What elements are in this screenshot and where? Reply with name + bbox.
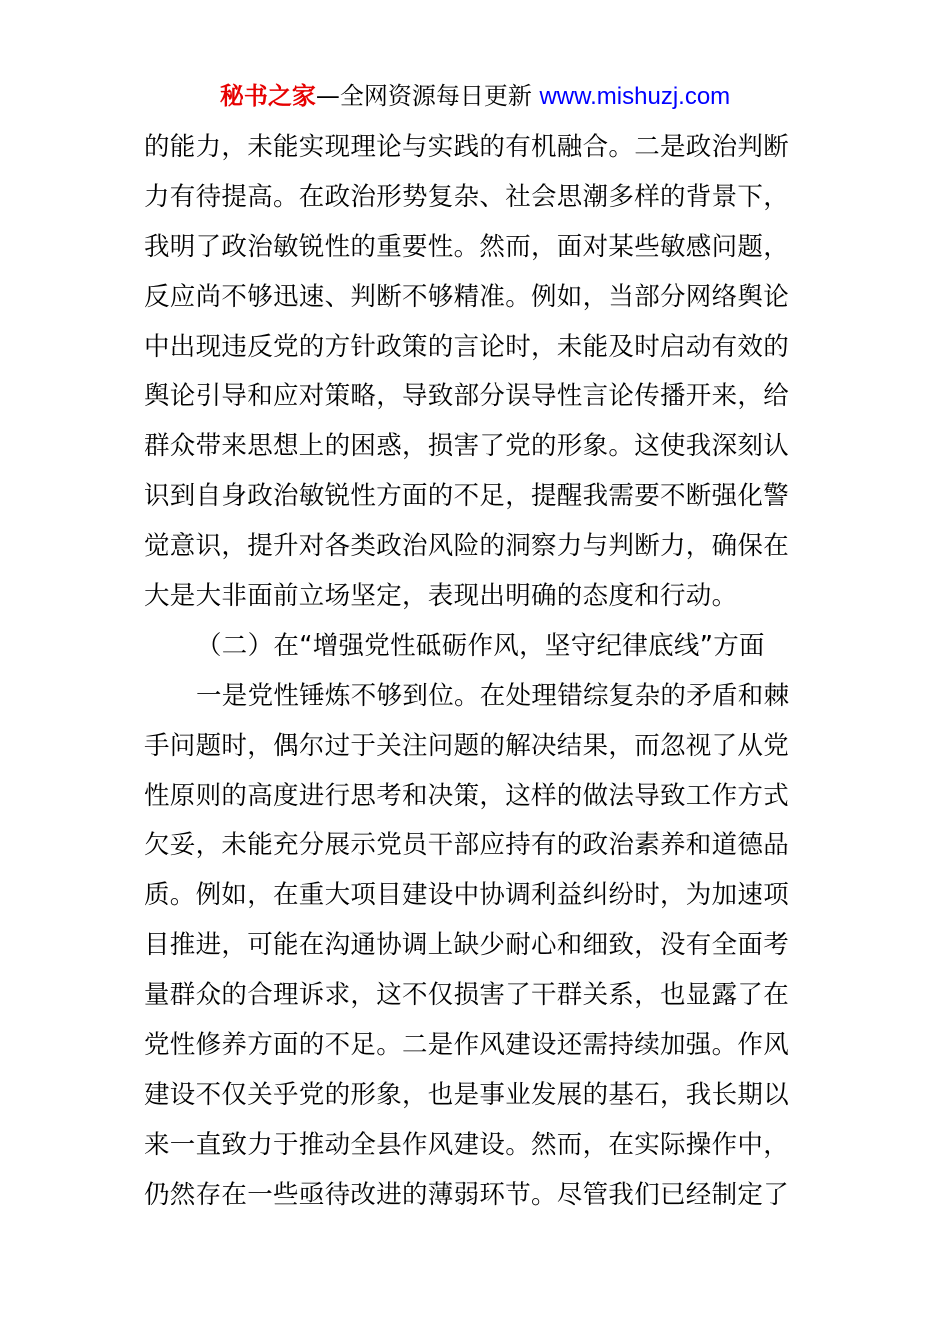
- header-tagline: —全网资源每日更新: [315, 82, 540, 110]
- brand-name: 秘书之家: [219, 82, 316, 110]
- text-line: 量群众的合理诉求，这不仅损害了干群关系，也显露了在: [144, 980, 790, 1011]
- text-line: 觉意识，提升对各类政治风险的洞察力与判断力，确保在: [144, 531, 790, 562]
- text-line: 力有待提高。在政治形势复杂、社会思潮多样的背景下，: [144, 181, 790, 212]
- text-line: 性原则的高度进行思考和决策，这样的做法导致工作方式: [144, 780, 790, 811]
- section-heading: （二）在“增强党性砥砺作风，坚守纪律底线”方面: [196, 630, 765, 661]
- text-line: 群众带来思想上的困惑，损害了党的形象。这使我深刻认: [144, 431, 790, 462]
- text-line: 的能力，未能实现理论与实践的有机融合。二是政治判断: [144, 132, 790, 162]
- text-line: 我明了政治敏锐性的重要性。然而，面对某些敏感问题，: [144, 231, 790, 262]
- text-line: 建设不仅关乎党的形象，也是事业发展的基石，我长期以: [144, 1079, 790, 1110]
- paragraph-start-line: 一是党性锤炼不够到位。在处理错综复杂的矛盾和棘: [196, 680, 790, 711]
- text-line: 来一直致力于推动全县作风建设。然而，在实际操作中，: [144, 1129, 790, 1160]
- text-line: 舆论引导和应对策略，导致部分误导性言论传播开来，给: [144, 381, 790, 412]
- text-line: 欠妥，未能充分展示党员干部应持有的政治素养和道德品: [144, 830, 790, 861]
- site-header: [0, 80, 950, 113]
- text-line: 党性修养方面的不足。二是作风建设还需持续加强。作风: [144, 1030, 790, 1061]
- text-line: 识到自身政治敏锐性方面的不足，提醒我需要不断强化警: [144, 481, 790, 512]
- text-line: 目推进，可能在沟通协调上缺少耐心和细致，没有全面考: [144, 930, 790, 961]
- site-url-link[interactable]: www.mishuzj.com: [539, 83, 731, 110]
- text-line: 仍然存在一些亟待改进的薄弱环节。尽管我们已经制定了: [144, 1179, 790, 1210]
- text-line: 大是大非面前立场坚定，表现出明确的态度和行动。: [144, 581, 738, 612]
- text-line: 手问题时，偶尔过于关注问题的解决结果，而忽视了从党: [144, 730, 790, 761]
- text-line: 反应尚不够迅速、判断不够精准。例如，当部分网络舆论: [144, 281, 790, 312]
- document-body: [144, 123, 808, 1221]
- text-line: 中出现违反党的方针政策的言论时，未能及时启动有效的: [144, 331, 790, 362]
- text-line: 质。例如，在重大项目建设中协调利益纠纷时，为加速项: [144, 880, 790, 911]
